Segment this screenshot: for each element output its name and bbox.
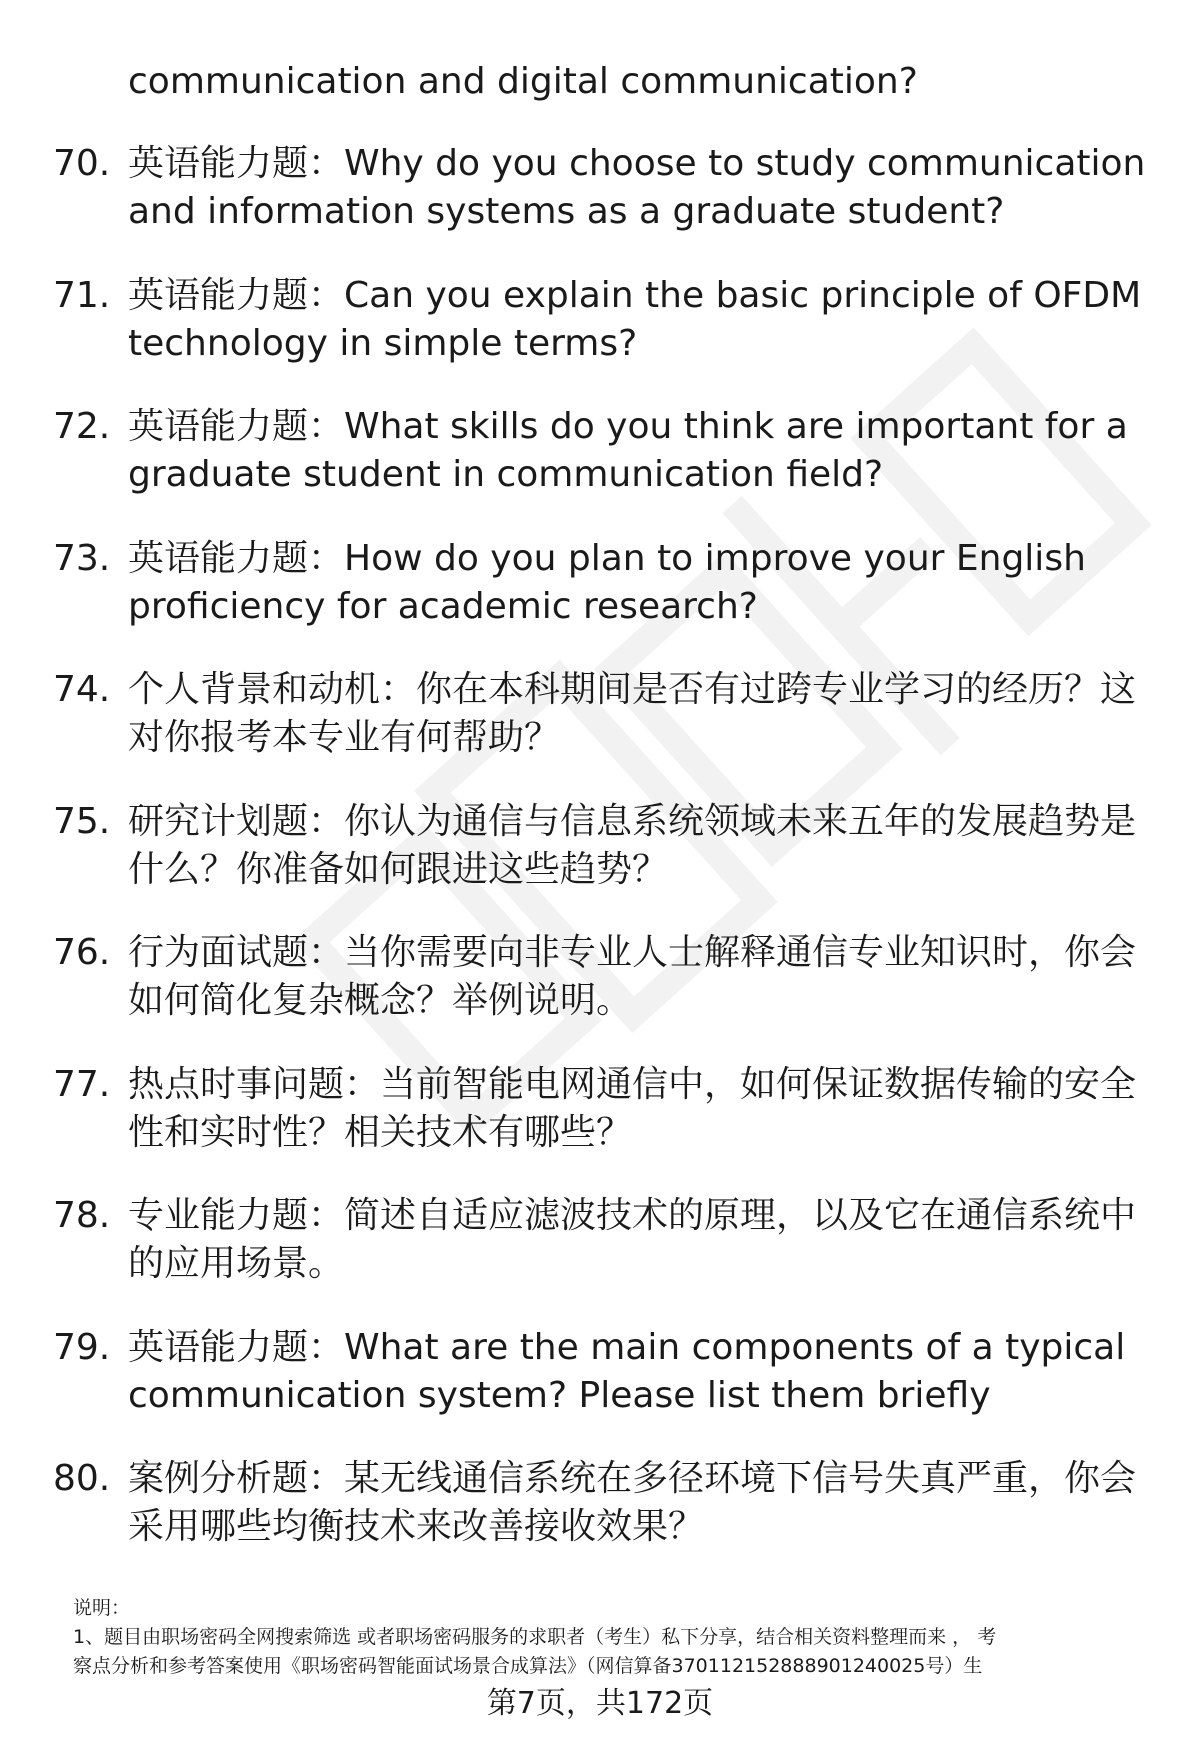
question-text-line: 采用哪些均衡技术来改善接收效果？ — [128, 1506, 705, 1547]
question-text-line: proficiency for academic research? — [128, 585, 758, 627]
question-text-line: 性和实时性？相关技术有哪些？ — [128, 1111, 633, 1153]
question-text-line: 对你报考本专业有何帮助？ — [128, 717, 561, 758]
question-number: 80. — [53, 1458, 111, 1499]
question-text-line: 行为面试题：当你需要向非专业人士解释通信专业知识时，你会 — [128, 932, 1137, 973]
question-text — [128, 1455, 1138, 1551]
question-text — [128, 535, 1138, 631]
question-text-line: 热点时事问题：当前智能电网通信中，如何保证数据传输的安全 — [128, 1063, 1137, 1105]
question-number: 73. — [53, 537, 111, 579]
question-text-line: technology in simple terms? — [128, 322, 638, 364]
question-number: 78. — [53, 1195, 111, 1236]
question-number: 77. — [53, 1063, 111, 1105]
question-text-line: 的应用场景。 — [128, 1243, 345, 1284]
question-number: 75. — [53, 800, 111, 842]
question-text — [128, 140, 1146, 236]
notes-heading: 说明： — [73, 1597, 131, 1619]
notes-line: 察点分析和参考答案使用《职场密码智能面试场景合成算法》（网信算备370112152888901240025号）生 — [73, 1655, 983, 1677]
question-text — [128, 272, 1142, 368]
question-text — [128, 798, 1138, 894]
question-number: 72. — [53, 406, 111, 447]
question-text — [128, 1061, 1138, 1157]
question-text-line: 英语能力题：How do you plan to improve your English — [128, 537, 1086, 579]
question-text — [128, 403, 1138, 499]
page-number: 第7页，共172页 — [486, 1686, 714, 1721]
question-text-line: 什么？你准备如何跟进这些趋势？ — [128, 848, 669, 890]
question-number: 70. — [53, 143, 111, 184]
question-text-line: and information systems as a graduate student? — [128, 191, 1005, 232]
continued-question-text: communication and digital communication? — [128, 61, 918, 102]
question-item — [0, 272, 1200, 404]
question-text-line: graduate student in communication field? — [128, 454, 884, 495]
question-text — [128, 1324, 1138, 1420]
question-item — [0, 1192, 1200, 1324]
question-text-line: 英语能力题：What are the main components of a typical — [128, 1326, 1126, 1368]
question-item — [0, 1455, 1200, 1587]
question-text-line: communication system? Please list them briefly — [128, 1374, 991, 1416]
question-text — [128, 929, 1138, 1025]
question-number: 74. — [53, 669, 111, 710]
question-text — [128, 1192, 1138, 1288]
question-list — [0, 140, 1200, 1587]
question-number: 71. — [53, 274, 111, 316]
question-text-line: 如何简化复杂概念？举例说明。 — [128, 980, 633, 1021]
question-item — [0, 140, 1200, 272]
question-text-line: 个人背景和动机：你在本科期间是否有过跨专业学习的经历？这 — [128, 669, 1137, 710]
question-text-line: 英语能力题：What skills do you think are important for a — [128, 406, 1128, 447]
question-text-line: 英语能力题：Why do you choose to study communication — [128, 143, 1146, 184]
question-text — [128, 666, 1138, 762]
question-item — [0, 798, 1200, 930]
question-item — [0, 403, 1200, 535]
question-item — [0, 929, 1200, 1061]
question-text-line: 英语能力题：Can you explain the basic principle of OFDM — [128, 274, 1142, 316]
question-number: 76. — [53, 932, 111, 973]
notes-section — [73, 1594, 1153, 1681]
question-item — [0, 1324, 1200, 1456]
question-text-line: 案例分析题：某无线通信系统在多径环境下信号失真严重，你会 — [128, 1458, 1137, 1499]
notes-line: 1、题目由职场密码全网搜索筛选 或者职场密码服务的求职者（考生）私下分享，结合相关资料整理而来 ， 考 — [73, 1626, 997, 1648]
question-text-line: 研究计划题：你认为通信与信息系统领域未来五年的发展趋势是 — [128, 800, 1137, 842]
question-text-line: 专业能力题：简述自适应滤波技术的原理，以及它在通信系统中 — [128, 1195, 1137, 1236]
question-number: 79. — [53, 1326, 111, 1368]
question-item — [0, 535, 1200, 667]
question-item — [0, 666, 1200, 798]
question-item — [0, 1061, 1200, 1193]
